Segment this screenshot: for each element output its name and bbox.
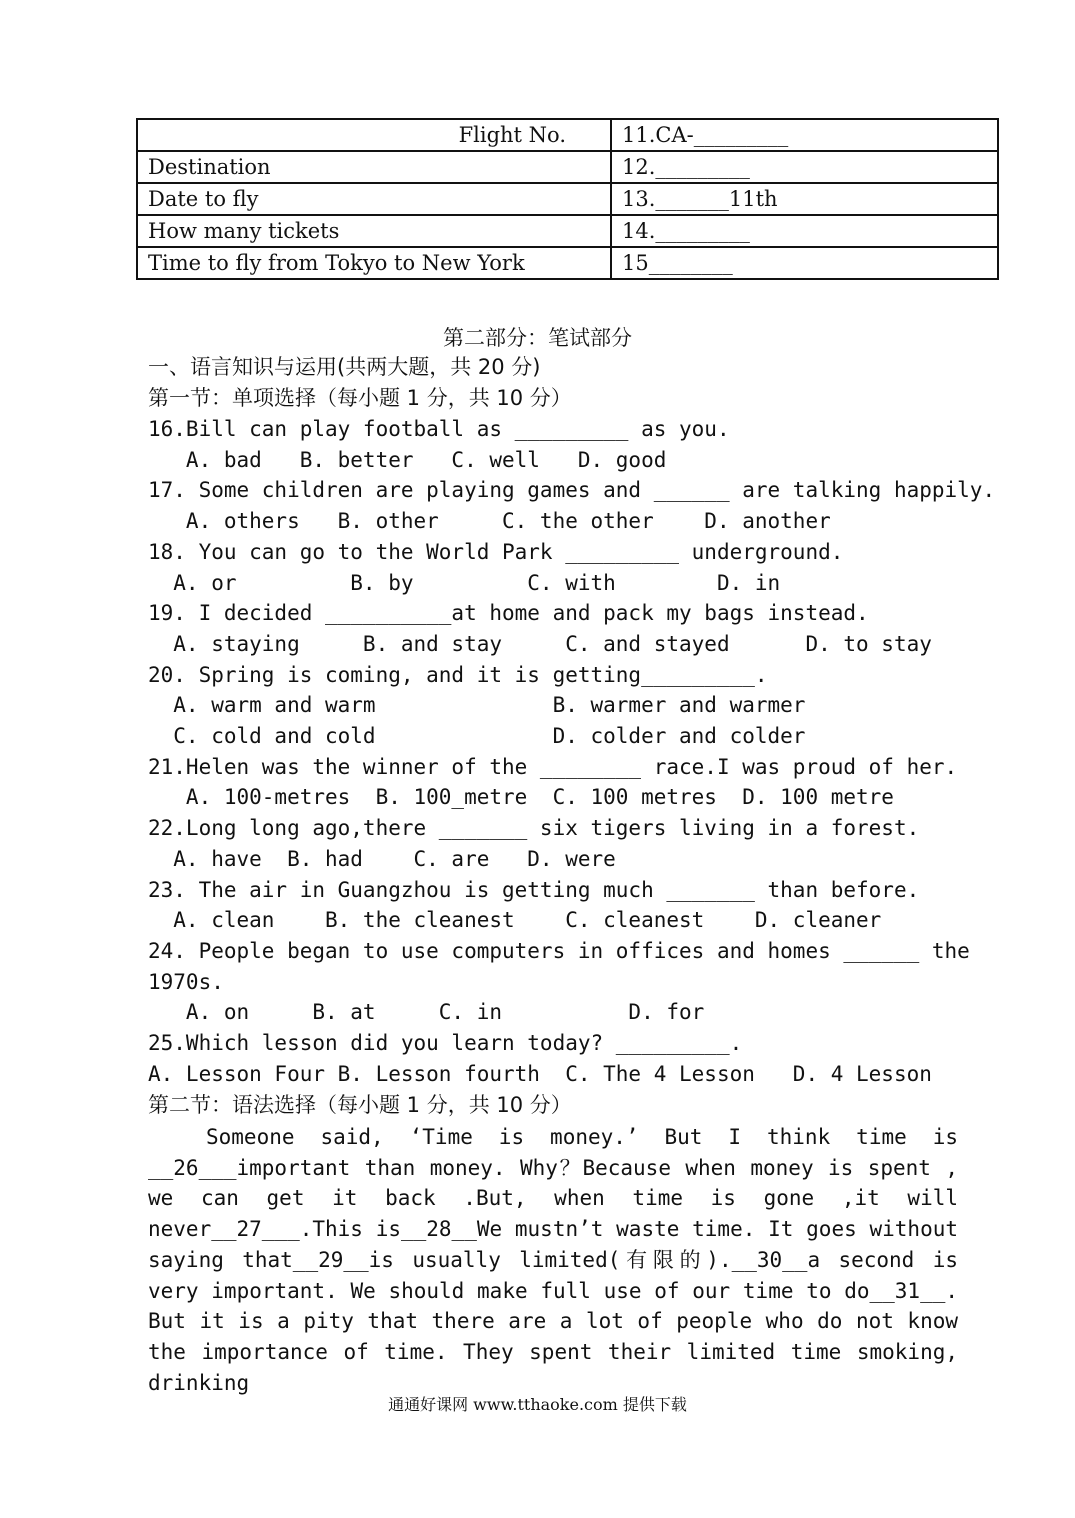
question-line: 18. You can go to the World Park _________ underground. <box>148 539 844 564</box>
question-line: C. cold and cold D. colder and colder <box>148 724 806 748</box>
question-line: A. on B. at C. in D. for <box>148 1000 705 1025</box>
flight-table-label: Destination <box>137 151 611 183</box>
flight-table-answer-blank: 13._______11th <box>611 183 998 215</box>
question-line: 21.Helen was the winner of the ________ race.I was proud of her. <box>148 754 958 779</box>
question-line: 19. I decided __________at home and pack my bags instead. <box>148 601 869 626</box>
question-line: 17. Some children are playing games and ______ are talking happily. <box>148 478 996 503</box>
question-line: A. staying B. and stay C. and stayed D. to stay <box>148 631 932 656</box>
flight-table-answer-blank: 14._________ <box>611 215 998 247</box>
question-line: A. warm and warm B. warmer and warmer <box>148 693 806 718</box>
question-line: 24. People began to use computers in offices and homes ______ the <box>148 938 970 963</box>
flight-info-table <box>136 118 999 280</box>
question-line: A. have B. had C. are D. were <box>148 846 616 871</box>
flight-table-answer-blank: 15________ <box>611 247 998 279</box>
section1-2-title: 第二节：语法选择（每小题 1 分，共 10 分） <box>148 1093 572 1117</box>
flight-table-row <box>137 119 998 151</box>
question-line: 16.Bill can play football as _________ as you. <box>148 417 730 441</box>
question-line: A. clean B. the cleanest C. cleanest D. cleaner <box>148 908 882 933</box>
flight-table-row <box>137 151 998 183</box>
flight-table-label: How many tickets <box>137 215 611 247</box>
question-line: 20. Spring is coming, and it is getting_________. <box>148 662 768 687</box>
flight-table-label: Time to fly from Tokyo to New York <box>137 247 611 279</box>
question-line: A. 100-metres B. 100_metre C. 100 metres D. 100 metre <box>148 785 894 810</box>
grammar-passage <box>148 1122 958 1398</box>
passage-text: Someone said, ‘Time is money.’ But I think time is __26___important than money. Why？Because when money is spent , we can get it back .But, when time is gone ,it will never__27___.This is__28__We mustn’t waste time. It goes without saying that__29__is usually limited(有限的).__30__a second is very important. We should make full use of our time to do__31__. But it is a pity that there are a lot of people who do not know the importance of time. They spent their limited time smoking, drinking <box>148 1125 958 1395</box>
question-line: A. others B. other C. the other D. another <box>148 509 831 534</box>
question-line: A. bad B. better C. well D. good <box>148 447 667 472</box>
question-line: 25.Which lesson did you learn today? _________. <box>148 1031 743 1055</box>
flight-table-row <box>137 247 998 279</box>
question-line: 1970s. <box>148 969 224 994</box>
footer-text: 通通好课网 www.tthaoke.com 提供下载 <box>388 1395 687 1414</box>
question-line: 23. The air in Guangzhou is getting much _______ than before. <box>148 877 920 902</box>
flight-table-answer-blank: 12._________ <box>611 151 998 183</box>
flight-table-label: Date to fly <box>137 183 611 215</box>
flight-table-answer-blank: 11.CA-_________ <box>611 119 998 151</box>
question-line: 22.Long long ago,there _______ six tigers living in a forest. <box>148 816 920 841</box>
flight-table-label: Flight No. <box>137 119 611 151</box>
flight-table-row <box>137 215 998 247</box>
section1-1-title: 第一节：单项选择（每小题 1 分，共 10 分） <box>148 386 572 410</box>
part2-title: 第二部分：笔试部分 <box>443 326 632 350</box>
section1-title: 一、语言知识与运用(共两大题，共 20 分) <box>148 355 541 379</box>
question-line: A. Lesson Four B. Lesson fourth C. The 4 Lesson D. 4 Lesson <box>148 1061 932 1086</box>
flight-table-row <box>137 183 998 215</box>
question-line: A. or B. by C. with D. in <box>148 570 781 595</box>
